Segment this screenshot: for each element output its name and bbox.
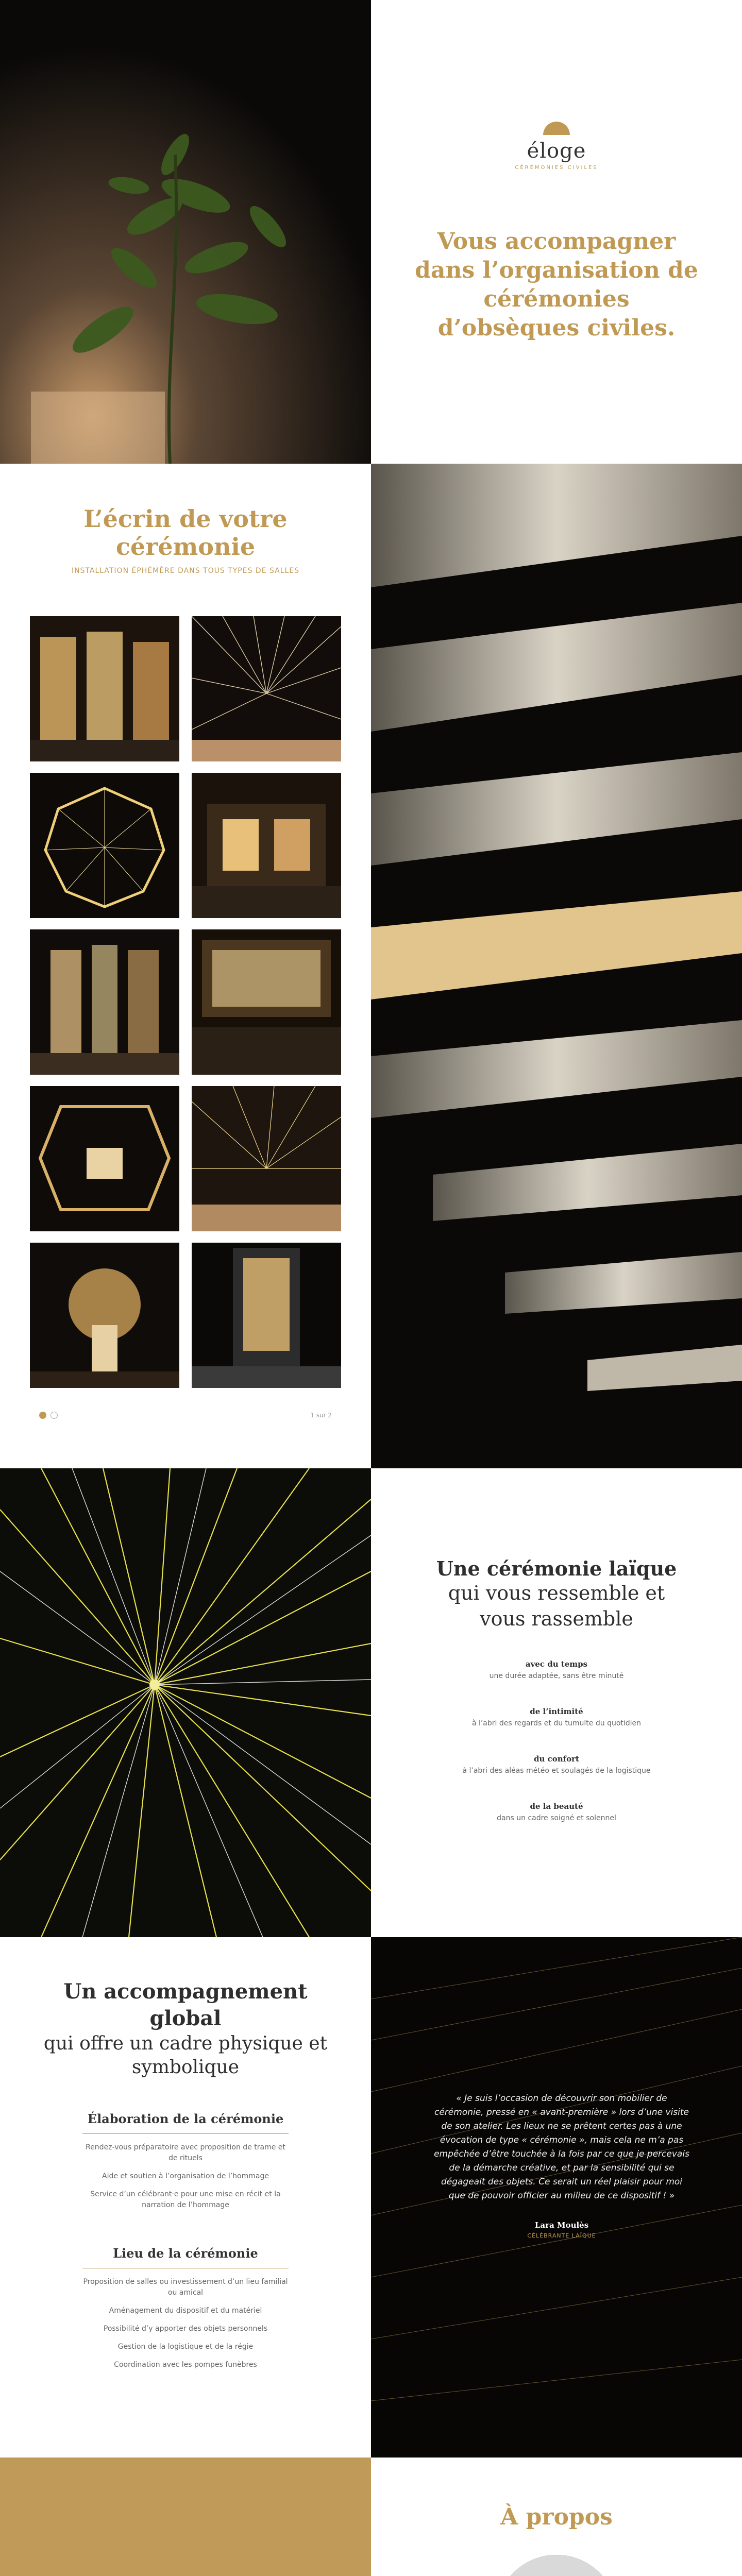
ecrin-subtitle: INSTALLATION ÉPHÉMÈRE DANS TOUS TYPES DE SALLES bbox=[71, 567, 300, 575]
value-name: de la beauté bbox=[530, 1801, 583, 1811]
value-desc: dans un cadre soigné et solennel bbox=[497, 1814, 616, 1822]
ecrin-gallery-panel bbox=[0, 464, 371, 1468]
gallery-grid bbox=[31, 616, 340, 1388]
testimonial bbox=[433, 2092, 690, 2239]
value-name: avec du temps bbox=[525, 1659, 588, 1669]
block-item: Coordination avec les pompes funèbres bbox=[114, 2361, 257, 2369]
laique-title: Une cérémonie laïque bbox=[436, 1556, 677, 1580]
accompagnement-section bbox=[0, 1937, 742, 2458]
raison-apropos-section bbox=[0, 2458, 742, 2576]
fabric-slats-image bbox=[371, 464, 742, 1468]
gallery-image[interactable] bbox=[192, 616, 341, 761]
gallery-image[interactable] bbox=[30, 1086, 179, 1231]
testimonial-author: Lara Moulès bbox=[534, 2221, 589, 2230]
block-item: Aménagement du dispositif et du matériel bbox=[109, 2307, 262, 2315]
lieu-block bbox=[82, 2246, 289, 2378]
gallery-image[interactable] bbox=[30, 773, 179, 918]
testimonial-text: « Je suis l’occasion de découvrir son mobilier de cérémonie, pressé en « avant-première » lors d’une visite de son atelier. Les lieux ne se prêtent certes pas à une évocation de type « cérémonie », mais cela ne m’a pas empêchée d’être touchée à la fois par ce que je percevais de la démarche créative, et par la sensibilité qui se dégageait des objets. Ce serait un réel plaisir pour moi que de pouvoir officier au milieu de ce dispositif ! » bbox=[434, 2093, 689, 2201]
thread-installation-image bbox=[0, 1468, 371, 1937]
block-item: Service d’un célébrant·e pour une mise en récit et la narration de l’hommage bbox=[90, 2190, 281, 2209]
laique-panel bbox=[371, 1468, 742, 1937]
gallery-image[interactable] bbox=[192, 773, 341, 918]
value-item bbox=[462, 1659, 650, 1680]
logo-name: éloge bbox=[527, 139, 586, 163]
ecrin-title: L’écrin de votre cérémonie bbox=[83, 505, 288, 561]
value-desc: à l’abri des aléas météo et soulagés de la logistique bbox=[462, 1766, 651, 1775]
value-item bbox=[462, 1754, 650, 1775]
gallery-image[interactable] bbox=[192, 929, 341, 1075]
avatar bbox=[496, 2555, 617, 2576]
pager-count: 1 sur 2 bbox=[310, 1412, 332, 1419]
apropos-panel bbox=[371, 2458, 742, 2576]
block-heading: Lieu de la cérémonie bbox=[82, 2246, 289, 2268]
value-name: du confort bbox=[534, 1754, 579, 1764]
hero-section bbox=[0, 0, 742, 464]
block-item: Rendez-vous préparatoire avec proposition de trame et de rituels bbox=[86, 2143, 285, 2162]
ecrin-section bbox=[0, 464, 742, 1468]
laique-subtitle: qui vous ressemble et vous rassemble bbox=[448, 1581, 665, 1630]
accompagnement-title: Un accompagnement global bbox=[63, 1979, 308, 2030]
hero-brand-panel bbox=[371, 0, 742, 464]
elaboration-block bbox=[82, 2111, 289, 2218]
value-item bbox=[462, 1802, 650, 1822]
plant-image bbox=[0, 0, 371, 464]
apropos-title: À propos bbox=[500, 2504, 613, 2530]
block-heading: Élaboration de la cérémonie bbox=[82, 2111, 289, 2134]
gallery-image[interactable] bbox=[30, 616, 179, 761]
accompagnement-panel bbox=[0, 1937, 371, 2458]
gallery-image[interactable] bbox=[192, 1086, 341, 1231]
hero-photo bbox=[0, 0, 371, 464]
block-item: Aide et soutien à l’organisation de l’hommage bbox=[102, 2172, 269, 2180]
value-desc: une durée adaptée, sans être minuté bbox=[489, 1671, 624, 1680]
block-item: Proposition de salles ou investissement d’un lieu familial ou amical bbox=[83, 2278, 288, 2297]
accompagnement-subtitle: qui offre un cadre physique et symbolique bbox=[43, 2033, 328, 2078]
gallery-image[interactable] bbox=[30, 929, 179, 1075]
block-item: Possibilité d’y apporter des objets personnels bbox=[103, 2325, 268, 2333]
value-item bbox=[462, 1707, 650, 1727]
values-list bbox=[462, 1659, 650, 1849]
logo-tagline: CÉRÉMONIES CIVILES bbox=[515, 164, 598, 171]
hero-title: Vous accompagner dans l’organisation de cérémonies d’obsèques civiles. bbox=[415, 228, 698, 341]
gallery-image[interactable] bbox=[192, 1243, 341, 1388]
raison-panel bbox=[0, 2458, 371, 2576]
block-item: Gestion de la logistique et de la régie bbox=[117, 2343, 254, 2351]
value-name: de l’intimité bbox=[530, 1706, 583, 1716]
logo-icon bbox=[543, 122, 570, 135]
pager-dot-1[interactable] bbox=[39, 1412, 46, 1419]
testimonial-panel bbox=[371, 1937, 742, 2458]
value-desc: à l’abri des regards et du tumulte du quotidien bbox=[471, 1719, 642, 1727]
gallery-image[interactable] bbox=[30, 1243, 179, 1388]
laique-section bbox=[0, 1468, 742, 1937]
pager-dot-2[interactable] bbox=[50, 1412, 58, 1419]
testimonial-role: CÉLÉBRANTE LAÏQUE bbox=[527, 2232, 596, 2239]
gallery-pager bbox=[31, 1412, 340, 1419]
